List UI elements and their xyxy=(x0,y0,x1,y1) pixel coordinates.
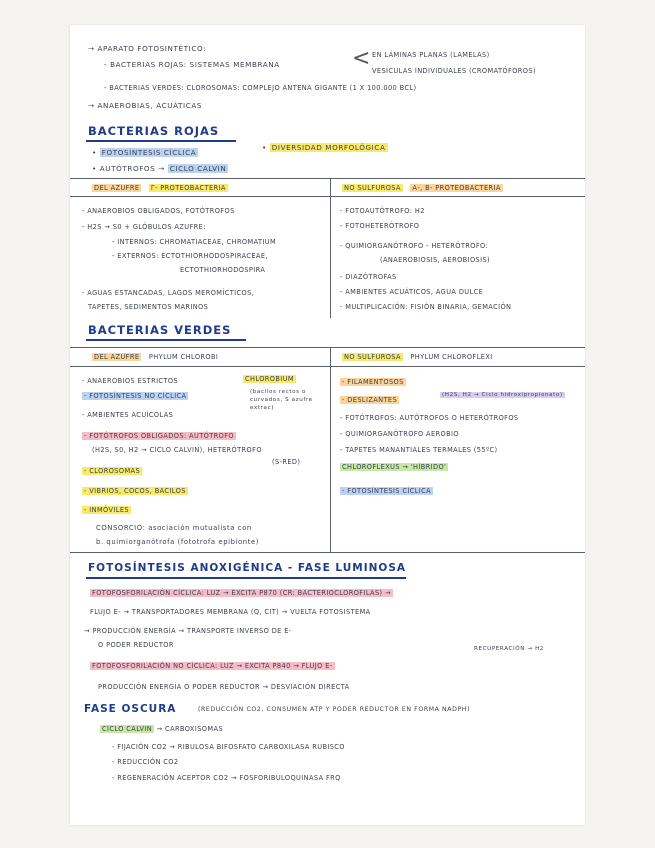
rojas-left-4: - EXTERNOS: ECTOTHIORHODOSPIRACEAE, xyxy=(112,252,268,260)
rojas-left-2: - H2S → S0 + GLÓBULOS AZUFRE: xyxy=(82,223,206,231)
section-title-verdes: BACTERIAS VERDES xyxy=(88,323,232,337)
chlorobium-note: (bacilos rectos o curvados, S azufre extrac) xyxy=(250,389,313,411)
foto-line-1: FOTOFOSFORILACIÓN CÍCLICA: LUZ → EXCITA P870 (CR: BACTERIOCLOROFILAS) → xyxy=(92,589,391,597)
rojas-bullet-1: • FOTOSÍNTESIS CÍCLICA xyxy=(92,148,197,157)
table-divider xyxy=(70,552,585,553)
verdes-left-9: - INMÓVILES xyxy=(84,506,129,514)
rojas-right-7: - MULTIPLICACIÓN: FISIÓN BINARIA, GEMACIÓN xyxy=(340,303,512,311)
rojas-right-3: - QUIMIORGANÓTROFO - HETERÓTROFO: xyxy=(340,242,489,250)
verdes-left-4: - FOTÓTROFOS OBLIGADOS: AUTÓTROFO xyxy=(84,432,234,440)
verdes-right-head: NO SULFUROSA PHYLUM CHLOROFLEXI xyxy=(344,353,493,361)
oscura-subtitle: (REDUCCIÓN CO2, CONSUMEN ATP Y PODER REDUCTOR EN FORMA NADPH) xyxy=(198,706,471,713)
table-divider xyxy=(70,366,585,367)
rojas-left-7: TAPETES, SEDIMENTOS MARINOS xyxy=(88,303,209,311)
verdes-right-1: - FILAMENTOSOS xyxy=(342,378,404,386)
foto-line-6: PRODUCCIÓN ENERGÍA O PODER REDUCTOR → DESVIACIÓN DIRECTA xyxy=(98,683,350,691)
oscura-line-4: - REGENERACIÓN ACEPTOR CO2 → FOSFORIBULOQUINASA FRQ xyxy=(112,774,341,782)
foto-line-3: → PRODUCCIÓN ENERGÍA → TRANSPORTE INVERSO DE E- xyxy=(84,627,292,635)
rojas-bullet-3: • AUTÓTROFOS → CICLO CALVIN xyxy=(92,164,227,173)
rojas-right-4: (ANAEROBIOSIS, AEROBIOSIS) xyxy=(380,256,491,264)
table-divider xyxy=(70,178,585,179)
rojas-left-5: ECTOTHIORHODOSPIRA xyxy=(180,266,266,274)
verdes-left-11: b. quimiorganótrofa (fototrofa epibionte) xyxy=(96,538,259,546)
verdes-right-4: - QUIMIORGANÓTROFO AEROBIO xyxy=(340,430,459,438)
verdes-left-1: - ANAEROBIOS ESTRICTOS xyxy=(82,377,179,385)
table-divider xyxy=(70,196,585,197)
oscura-line-2: - FIJACIÓN CO2 → RIBULOSA BIFOSFATO CARBOXILASA RUBISCO xyxy=(112,743,345,751)
verdes-right-6: CHLOROFLEXUS → 'HÍBRIDO' xyxy=(342,463,447,471)
verdes-left-2: - FOTOSÍNTESIS NO CÍCLICA xyxy=(84,392,187,400)
verdes-left-3: - AMBIENTES ACUÍCOLAS xyxy=(82,411,174,419)
verdes-left-6: (S-RED) xyxy=(272,458,301,466)
intro-line-2a: EN LÁMINAS PLANAS (LAMELAS) xyxy=(372,51,490,59)
foto-line-4: O PODER REDUCTOR xyxy=(98,641,174,649)
rojas-right-2: - FOTOHETERÓTROFO xyxy=(340,222,420,230)
rojas-left-6: - AGUAS ESTANCADAS, LAGOS MEROMÍCTICOS, xyxy=(82,289,255,297)
title-underline xyxy=(86,577,406,579)
verdes-left-7: - CLOROSOMAS xyxy=(84,467,141,475)
intro-line-1: → APARATO FOTOSINTÉTICO: xyxy=(88,44,207,53)
verdes-left-10: CONSORCIO: asociación mutualista con xyxy=(96,524,252,532)
intro-line-2: - BACTERIAS ROJAS: SISTEMAS MEMBRANA xyxy=(104,60,280,69)
chlorobium-label: CHLOROBIUM xyxy=(245,375,294,383)
verdes-left-8: - VIBRIOS, COCOS, BACILOS xyxy=(84,487,186,495)
foto-line-5-note: RECUPERACIÓN → H2 xyxy=(474,646,545,652)
verdes-right-2: - DESLIZANTES xyxy=(342,396,398,404)
section-title-rojas: BACTERIAS ROJAS xyxy=(88,124,220,138)
brace-icon: < xyxy=(352,46,371,71)
section-title-oscura: FASE OSCURA xyxy=(84,703,177,715)
verdes-left-5: (H2S, S0, H2 → CICLO CALVIN), HETERÓTROFO xyxy=(92,446,262,454)
rojas-right-1: - FOTOAUTÓTROFO: H2 xyxy=(340,207,425,215)
column-divider xyxy=(330,178,331,318)
table-divider xyxy=(70,347,585,348)
rojas-bullet-2: • DIVERSIDAD MORFOLÓGICA xyxy=(262,143,386,152)
title-underline xyxy=(86,339,246,341)
foto-line-5: FOTOFOSFORILACIÓN NO CÍCLICA: LUZ → EXCITA P840 → FLUJO E- xyxy=(92,662,333,670)
ciclo-note: (H2S, H2 → Ciclo hidroxipropionato) xyxy=(442,392,563,398)
foto-line-2: FLUJO E- → TRANSPORTADORES MEMBRANA (Q, CIT) → VUELTA FOTOSISTEMA xyxy=(90,608,371,616)
oscura-line-1: CICLO CALVIN → CARBOXISOMAS xyxy=(102,725,223,733)
oscura-line-3: - REDUCCIÓN CO2 xyxy=(112,758,179,766)
intro-line-3: - BACTERIAS VERDES: CLOROSOMAS: COMPLEJO ANTENA GIGANTE (1 X 100.000 BCL) xyxy=(104,84,417,92)
verdes-right-3: - FOTÓTROFOS: AUTÓTROFOS O HETERÓTROFOS xyxy=(340,414,519,422)
rojas-right-head: NO SULFUROSA Α-, Β- PROTEOBACTERIA xyxy=(344,184,501,192)
column-divider xyxy=(330,347,331,552)
verdes-right-7: - FOTOSÍNTESIS CÍCLICA xyxy=(342,487,432,495)
verdes-left-head: DEL AZUFRE PHYLUM CHLOROBI xyxy=(94,353,219,361)
rojas-right-6: - AMBIENTES ACUÁTICOS, AGUA DULCE xyxy=(340,288,484,296)
verdes-right-5: - TAPETES MANANTIALES TERMALES (55ºC) xyxy=(340,446,498,454)
rojas-left-1: - ANAEROBIOS OBLIGADOS, FOTÓTROFOS xyxy=(82,207,235,215)
rojas-left-3: - INTERNOS: CHROMATIACEAE, CHROMATIUM xyxy=(112,238,277,246)
intro-line-2b: VESÍCULAS INDIVIDUALES (CROMATÓFOROS) xyxy=(372,67,536,75)
section-title-fotosintesis: FOTOSÍNTESIS ANOXIGÉNICA - FASE LUMINOSA xyxy=(88,562,407,574)
intro-line-4: → ANAEROBIAS, ACUÁTICAS xyxy=(88,101,203,110)
rojas-right-5: - DIAZÓTROFAS xyxy=(340,273,397,281)
title-underline xyxy=(86,140,236,142)
rojas-left-head: DEL AZUFRE Γ- PROTEOBACTERIA xyxy=(94,184,226,192)
